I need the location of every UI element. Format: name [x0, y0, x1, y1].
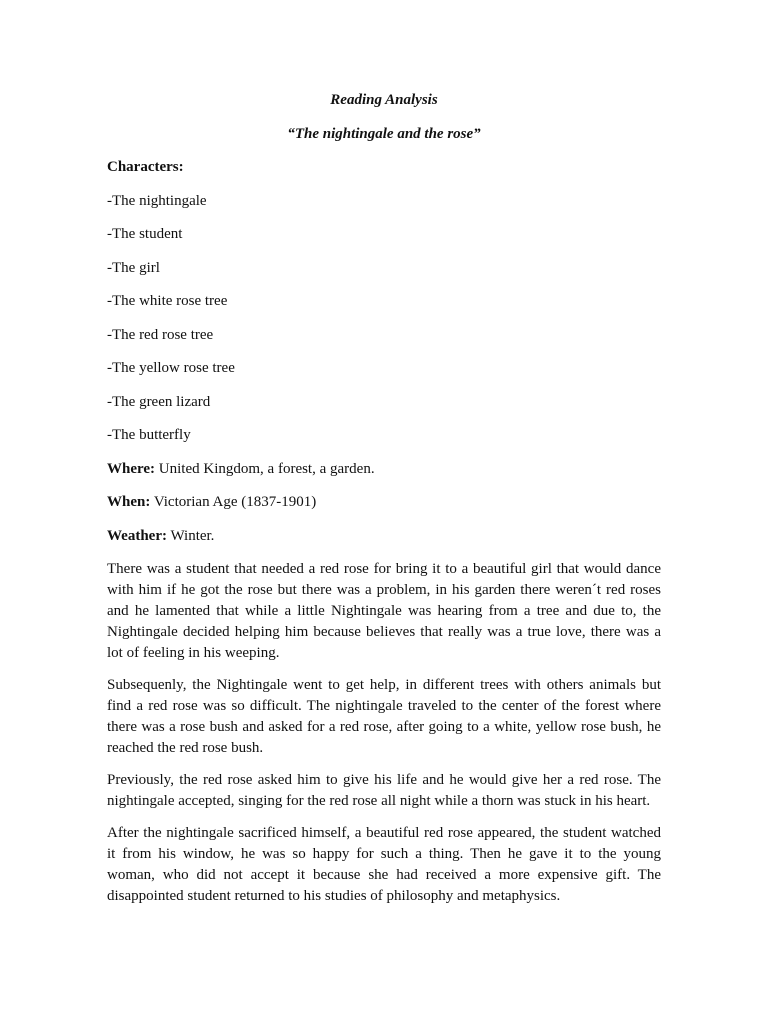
character-item: -The butterfly — [107, 427, 191, 443]
paragraph-line: disappointed student returned to his studies of philosophy and metaphysics. — [107, 888, 561, 904]
character-item: -The green lizard — [107, 393, 211, 410]
character-item: -The red rose tree — [107, 326, 214, 343]
setting-weather-value: Winter. — [170, 527, 215, 544]
setting-when-label: When: — [107, 494, 151, 510]
summary-paragraph-2 — [107, 675, 661, 759]
paragraph-line: reached the red rose bush. — [107, 740, 264, 756]
paragraph-line: with him if he got the rose but there was a problem, in his garden there weren´t red roses — [107, 582, 661, 598]
character-item: -The nightingale — [107, 192, 207, 209]
paragraph-line: there was a rose bush and asked for a red rose, after going to a white, yellow rose bush, he — [107, 719, 661, 735]
setting-weather-label: Weather: — [107, 527, 167, 544]
setting-where-label: Where: — [107, 460, 156, 477]
paragraph-line: Nightingale decided helping him because believes that really was a true love, there was a — [107, 624, 661, 640]
character-item: -The white rose tree — [107, 293, 228, 309]
setting-weather — [107, 526, 661, 547]
paragraph-line: Previously, the red rose asked him to give his life and he would give her a red rose. The — [107, 772, 661, 788]
summary-paragraph-4 — [107, 823, 661, 907]
paragraph-line: Subsequenly, the Nightingale went to get help, in different trees with others animals but — [107, 677, 661, 693]
paragraph-line: There was a student that needed a red rose for bring it to a beautiful girl that would dance — [107, 561, 661, 577]
paragraph-line: After the nightingale sacrificed himself, a beautiful red rose appeared, the student watched — [107, 825, 661, 841]
document-title: Reading Analysis — [330, 92, 438, 108]
document-body — [107, 90, 661, 918]
paragraph-line: woman, who did not accept it because she had received a more expensive gift. The — [107, 867, 661, 883]
paragraph-line: find a red rose was so difficult. The nightingale traveled to the center of the forest where — [107, 698, 661, 714]
setting-where-value: United Kingdom, a forest, a garden. — [158, 460, 375, 477]
summary-paragraph-3 — [107, 770, 661, 812]
character-item: -The student — [107, 226, 183, 242]
setting-where — [107, 459, 661, 480]
characters-heading: Characters: — [107, 159, 184, 175]
setting-when — [107, 492, 661, 513]
paragraph-line: lot of feeling in his weeping. — [107, 645, 280, 661]
paragraph-line: and he lamented that while a little Nightingale was hearing from a tree and due to, the — [107, 603, 661, 619]
character-item: -The yellow rose tree — [107, 360, 235, 376]
character-item: -The girl — [107, 259, 160, 276]
paragraph-line: nightingale accepted, singing for the red rose all night while a thorn was stuck in his heart. — [107, 793, 651, 809]
setting-when-value: Victorian Age (1837-1901) — [153, 494, 317, 510]
paragraph-line: it from his window, he was so happy for such a thing. Then he gave it to the young — [107, 846, 661, 862]
summary-paragraph-1 — [107, 559, 661, 664]
document-subtitle: “The nightingale and the rose” — [287, 125, 481, 142]
